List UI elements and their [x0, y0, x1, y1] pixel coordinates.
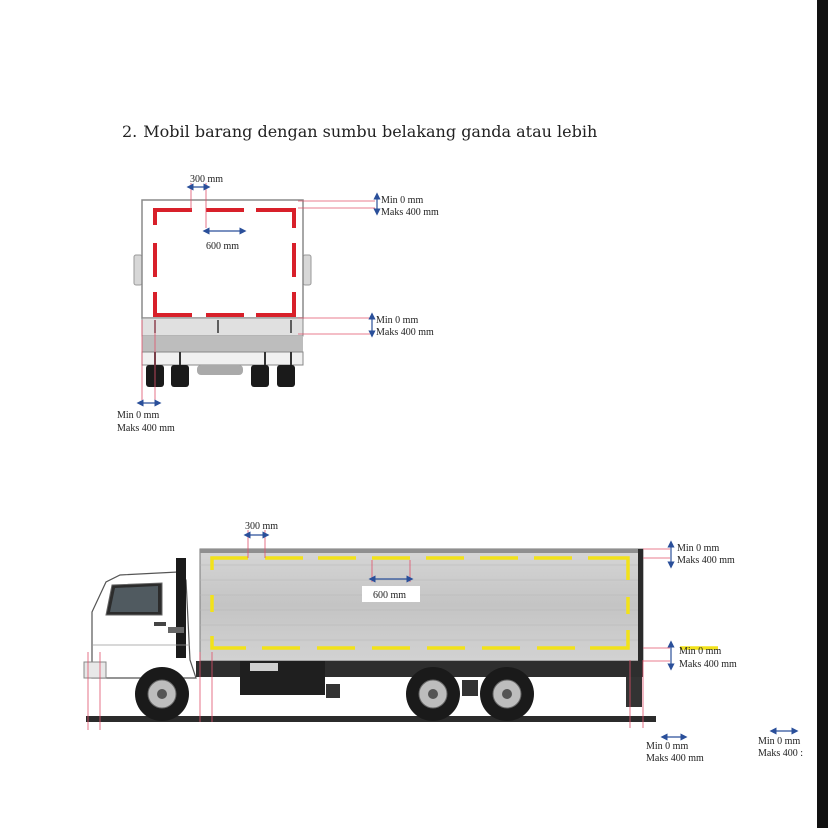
cargo-box — [200, 549, 643, 661]
side-rear-margin-min: Min 0 mm — [646, 741, 689, 752]
rear-wheel-a — [406, 667, 460, 721]
side-segment-label: 600 mm — [373, 590, 407, 601]
side-top-spacing-label: 300 mm — [245, 521, 279, 532]
rear-wheel-4 — [277, 365, 295, 387]
rear-side-margin-max: Maks 400 mm — [117, 423, 175, 434]
side-bottom-margin-min: Min 0 mm — [679, 646, 722, 657]
side-top-margin-min: Min 0 mm — [677, 543, 720, 554]
side-extra-margin-min: Min 0 mm — [758, 736, 801, 747]
rear-wheel-3 — [251, 365, 269, 387]
rear-underride — [626, 677, 642, 707]
rear-chassis — [142, 336, 303, 352]
side-view-truck — [84, 549, 718, 722]
door-handle — [154, 622, 166, 626]
rear-segment-label: 600 mm — [206, 241, 240, 252]
rear-wheel-b — [480, 667, 534, 721]
left-mirror — [134, 255, 142, 285]
cab-badge — [168, 627, 184, 633]
rear-bottom-margin-max: Maks 400 mm — [376, 327, 434, 338]
exhaust-stack — [176, 558, 186, 658]
rear-top-margin-max: Maks 400 mm — [381, 207, 439, 218]
rear-side-margin-min: Min 0 mm — [117, 410, 160, 421]
side-extra-margin-max: Maks 400 : — [758, 748, 803, 759]
rear-differential — [197, 365, 243, 375]
right-mirror — [303, 255, 311, 285]
rear-bottom-margin-min: Min 0 mm — [376, 315, 419, 326]
section-title: Mobil barang dengan sumbu belakang ganda atau lebih — [143, 122, 598, 141]
rear-top-spacing-label: 300 mm — [190, 174, 224, 185]
rear-top-margin-min: Min 0 mm — [381, 195, 424, 206]
rear-wheel-2 — [171, 365, 189, 387]
side-bottom-margin-max: Maks 400 mm — [679, 659, 737, 670]
side-rear-margin-max: Maks 400 mm — [646, 753, 704, 764]
rear-box-body — [142, 200, 303, 318]
front-bumper — [84, 662, 106, 678]
rear-view-truck — [134, 200, 311, 387]
rear-underride-bar — [142, 318, 303, 336]
rear-bumper — [142, 352, 303, 365]
side-top-margin-max: Maks 400 mm — [677, 555, 735, 566]
section-number: 2. — [122, 122, 138, 141]
front-wheel — [135, 667, 189, 721]
